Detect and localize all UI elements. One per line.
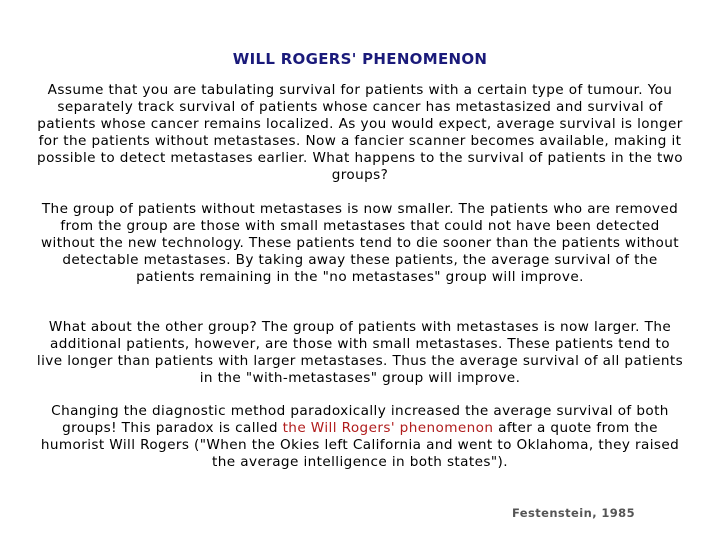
paragraph-scenario: Assume that you are tabulating survival for patients with a certain type of tumour. You separately track survival of patients whose cancer has metastasized and survival of patients whose cancer remains localized. As you would expect, average survival is longer for the patients without metastases. Now a fancier scanner becomes available, making it possible to detect metastases earlier. What happens to the survival of patients in the two groups? bbox=[37, 82, 683, 183]
citation: Festenstein, 1985 bbox=[512, 506, 635, 520]
conclusion-text-before: Changing the diagnostic method paradoxically increased the average survival of both groups! This paradox is called bbox=[51, 403, 669, 436]
paragraph-conclusion bbox=[36, 403, 684, 471]
phenomenon-name-highlight: the Will Rogers' phenomenon bbox=[282, 420, 494, 436]
paragraph-metastases-group: What about the other group? The group of patients with metastases is now larger. The additional patients, however, are those with small metastases. These patients tend to live longer than patients with larger metastases. Thus the average survival of all patients in the "with-metastases" group will improve. bbox=[36, 319, 684, 386]
paragraph-no-metastases-group: The group of patients without metastases is now smaller. The patients who are removed from the group are those with small metastases that could not have been detected without the new technology. These patients tend to die sooner than the patients without detectable metastases. By taking away these patients, the average survival of the patients remaining in the "no metastases" group will improve. bbox=[41, 201, 679, 285]
page-title: WILL ROGERS' PHENOMENON bbox=[232, 50, 488, 68]
conclusion-text-after: after a quote from the humorist Will Rogers ("When the Okies left California and went to Oklahoma, they raised the average intelligence in both states"). bbox=[40, 420, 680, 470]
